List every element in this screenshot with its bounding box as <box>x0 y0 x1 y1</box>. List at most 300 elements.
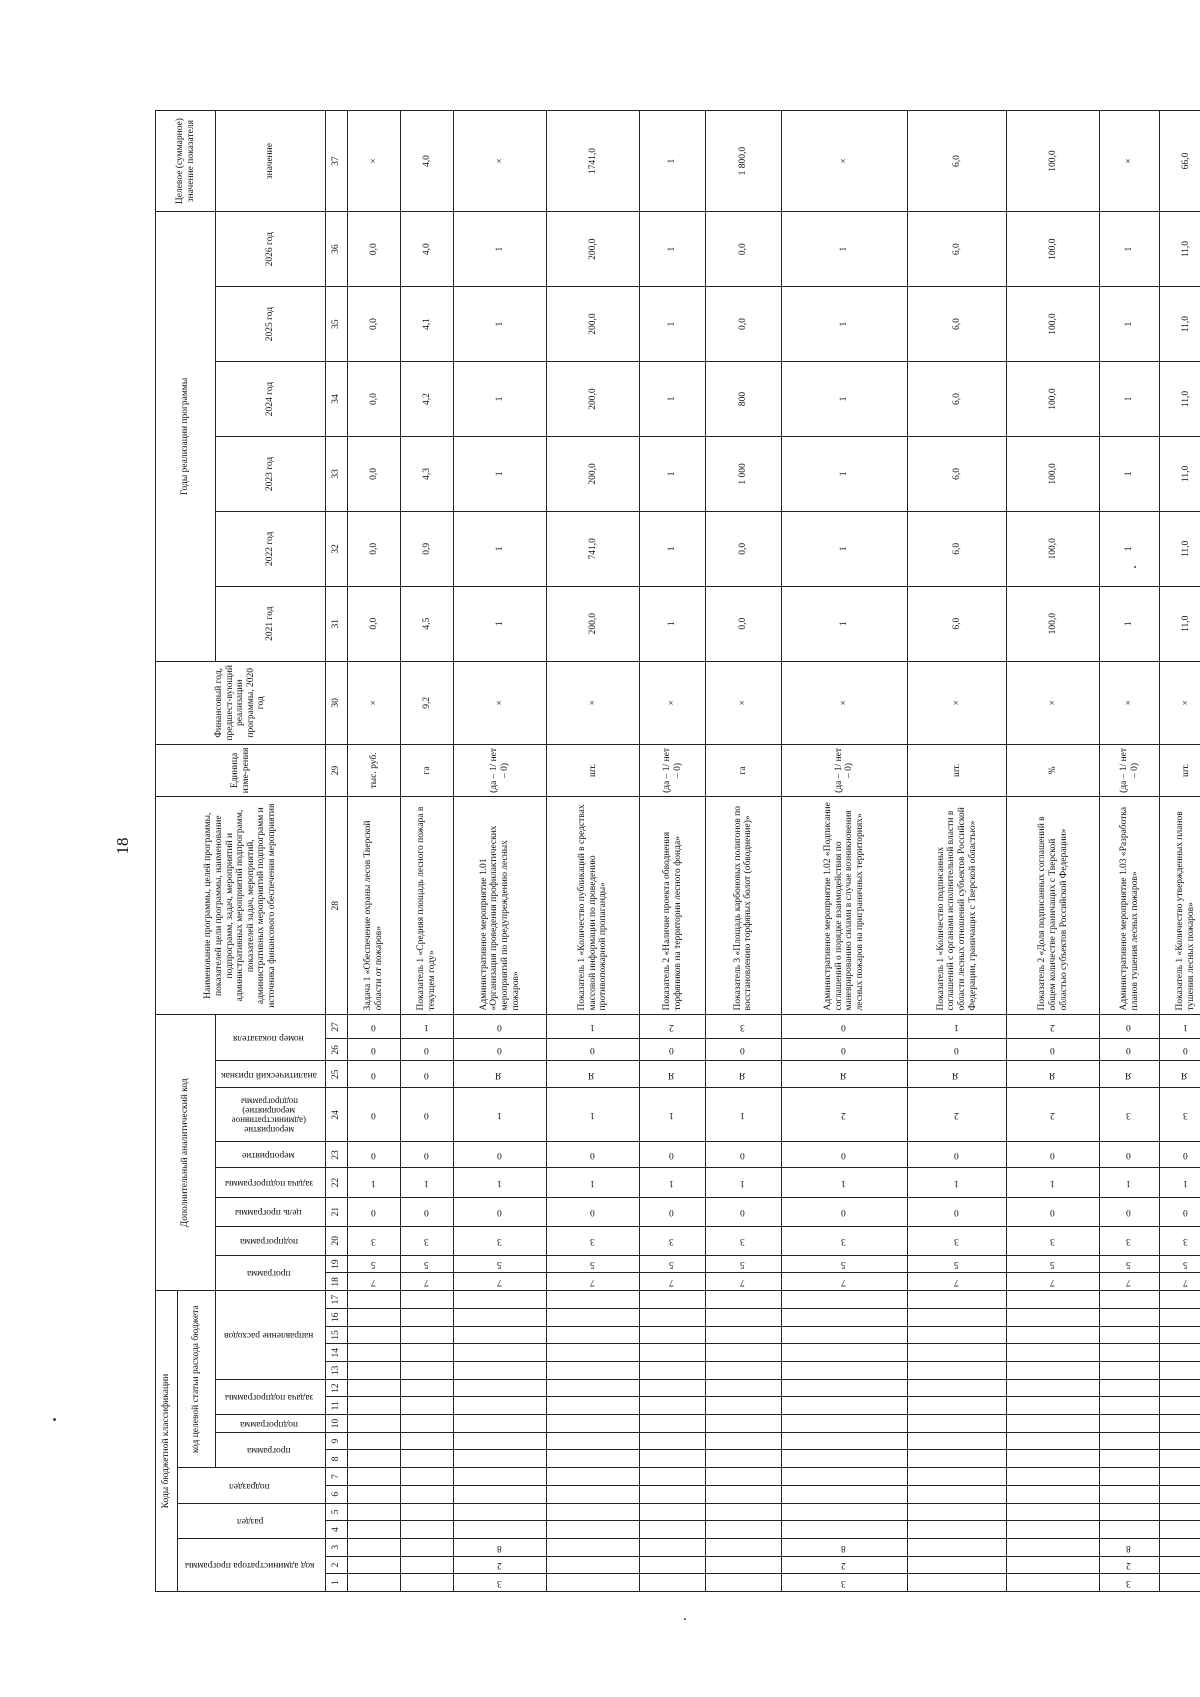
code-c21-value <box>348 1197 401 1226</box>
budget-code-cell <box>348 1344 401 1362</box>
years-group-header: Годы реализации программы <box>156 212 216 662</box>
admin-code-digit <box>454 1574 547 1592</box>
row-target-value: × <box>348 111 401 212</box>
table-row <box>546 111 639 1592</box>
row-year-value: 1 <box>1100 586 1160 661</box>
code-c22-value-text: 1 <box>424 1177 429 1188</box>
row-year-value: 0,0 <box>348 287 401 362</box>
row-fin-year-value: × <box>348 661 401 744</box>
code-c27-value <box>907 1015 1007 1039</box>
code-c24-value-text: 0 <box>424 1110 429 1121</box>
budget-code-cell <box>1159 1468 1200 1486</box>
budget-code-cell <box>907 1362 1007 1380</box>
row-fin-year-value: × <box>1100 661 1160 744</box>
code-c24-value <box>454 1088 547 1142</box>
admin-code-digit <box>454 1538 547 1556</box>
extra-program-digit <box>454 1255 547 1273</box>
row-year-value: 0,0 <box>348 436 401 511</box>
budget-code-cell <box>639 1521 705 1539</box>
code-c22-value-text: 1 <box>1050 1177 1055 1188</box>
fin-year-header: Финансовый год, предшест-вующий реализации программы, 2020 год <box>156 661 326 744</box>
row-target-value: × <box>1100 111 1160 212</box>
analytic-sign-header <box>216 1061 326 1088</box>
budget-code-cell <box>639 1309 705 1327</box>
code-c20-value-text: 3 <box>496 1236 502 1247</box>
budget-code-cell <box>546 1521 639 1539</box>
row-year-value: 1 <box>639 212 705 287</box>
code-c21-value-text: 0 <box>1050 1206 1055 1217</box>
row-year-value: 1 <box>781 586 907 661</box>
budget-code-cell <box>454 1521 547 1539</box>
budget-code-cell <box>1159 1450 1200 1468</box>
admin-code-digit <box>639 1538 705 1556</box>
code-c21-value-text: 0 <box>1126 1206 1132 1217</box>
row-target-value: 100,0 <box>1007 111 1100 212</box>
code-c22-value-text: 1 <box>740 1177 746 1188</box>
code-c26-value <box>907 1039 1007 1061</box>
budget-code-cell <box>706 1503 782 1521</box>
budget-code-cell <box>639 1415 705 1433</box>
row-year-value: 100,0 <box>1007 511 1100 586</box>
scan-speck <box>1134 566 1136 568</box>
code-c24-value-text: 2 <box>954 1110 959 1121</box>
code-c21-value-text: 0 <box>496 1206 502 1217</box>
row-year-value: 4,2 <box>401 362 454 437</box>
budget-code-cell <box>1159 1503 1200 1521</box>
budget-code-cell <box>706 1379 782 1397</box>
row-year-value: 200,0 <box>546 436 639 511</box>
budget-code-cell <box>907 1415 1007 1433</box>
code-c27-value-text: 1 <box>954 1022 959 1033</box>
budget-code-cell <box>706 1485 782 1503</box>
column-number: 25 <box>326 1061 348 1088</box>
row-year-value: 1 <box>1100 511 1160 586</box>
column-number: 16 <box>326 1309 348 1327</box>
code-c26-value <box>1007 1039 1100 1061</box>
budget-code-cell <box>907 1326 1007 1344</box>
budget-code-cell <box>454 1326 547 1344</box>
budget-code-cell <box>348 1291 401 1309</box>
budget-code-cell <box>401 1468 454 1486</box>
code-c23-value <box>639 1142 705 1168</box>
code-c24-value <box>401 1088 454 1142</box>
program-header <box>216 1432 326 1467</box>
code-c20-value <box>454 1226 547 1255</box>
code-c22-value <box>401 1168 454 1197</box>
code-c21-value-text: 0 <box>740 1206 746 1217</box>
code-c25-value-text: 0 <box>424 1069 429 1080</box>
row-year-value: 6,0 <box>907 287 1007 362</box>
row-year-value: 4,5 <box>401 586 454 661</box>
code-c21-value <box>1159 1197 1200 1226</box>
row-year-value: 0,9 <box>401 511 454 586</box>
column-number: 36 <box>326 212 348 287</box>
column-number: 33 <box>326 436 348 511</box>
row-fin-year-value: × <box>781 661 907 744</box>
budget-code-cell <box>546 1379 639 1397</box>
table-body <box>348 111 1200 1592</box>
subprogram-task2-label: задача подпрограммы <box>224 1177 313 1188</box>
row-fin-year-value: × <box>907 661 1007 744</box>
column-number: 30 <box>326 661 348 744</box>
code-c23-value-text: 0 <box>496 1150 502 1161</box>
admin-code-digit-text: 2 <box>841 1560 846 1571</box>
column-number: 37 <box>326 111 348 212</box>
row-unit: га <box>401 744 454 796</box>
row-year-value: 1 <box>639 586 705 661</box>
budget-code-cell <box>1007 1362 1100 1380</box>
extra-program-label: программа <box>246 1268 291 1279</box>
row-unit: тыс. руб. <box>348 744 401 796</box>
code-c22-value <box>639 1168 705 1197</box>
row-year-value: 1 000 <box>706 436 782 511</box>
admin-code-digit <box>454 1556 547 1574</box>
indicator-number-header <box>216 1015 326 1061</box>
subsection-label: подраздел <box>229 1480 271 1491</box>
code-c22-value <box>706 1168 782 1197</box>
budget-code-cell <box>781 1379 907 1397</box>
code-c27-value <box>781 1015 907 1039</box>
section-header <box>178 1503 326 1538</box>
column-number: 9 <box>326 1432 348 1450</box>
code-c20-value <box>1007 1226 1100 1255</box>
budget-code-cell <box>1159 1397 1200 1415</box>
row-year-value: 11,0 <box>1159 362 1200 437</box>
column-number: 2 <box>326 1556 348 1574</box>
code-c21-value-text: 0 <box>424 1206 429 1217</box>
column-number: 22 <box>326 1168 348 1197</box>
code-c20-value-text: 3 <box>841 1236 846 1247</box>
budget-code-cell <box>348 1485 401 1503</box>
row-year-value: 6,0 <box>907 362 1007 437</box>
code-c23-value-text: 0 <box>1126 1150 1132 1161</box>
code-c27-value <box>454 1015 547 1039</box>
budget-code-cell <box>546 1309 639 1327</box>
code-c27-value-text: 2 <box>1050 1022 1055 1033</box>
extra-program-digit <box>401 1273 454 1291</box>
row-year-value: 0,0 <box>706 212 782 287</box>
admin-code-digit <box>348 1538 401 1556</box>
program-goal-header <box>216 1197 326 1226</box>
code-c22-value-text: 1 <box>496 1177 502 1188</box>
page-number: 18 <box>113 837 132 855</box>
column-number: 14 <box>326 1344 348 1362</box>
code-c24-value <box>1100 1088 1160 1142</box>
extra-program-digit-text: 5 <box>841 1259 846 1270</box>
code-c23-value-text: 0 <box>841 1150 846 1161</box>
budget-code-cell <box>639 1291 705 1309</box>
code-c26-value-text: 0 <box>589 1045 595 1056</box>
program-table <box>155 110 1200 1592</box>
row-year-value: 800 <box>706 362 782 437</box>
admin-code-header <box>178 1538 326 1591</box>
year-header-2022: 2022 год <box>216 511 326 586</box>
code-c26-value <box>781 1039 907 1061</box>
budget-code-cell <box>454 1379 547 1397</box>
code-c22-value-text: 1 <box>1182 1177 1188 1188</box>
column-number: 34 <box>326 362 348 437</box>
budget-code-cell <box>706 1468 782 1486</box>
code-c21-value <box>639 1197 705 1226</box>
row-year-value: 0,0 <box>706 287 782 362</box>
budget-code-cell <box>1007 1521 1100 1539</box>
budget-code-cell <box>1007 1397 1100 1415</box>
code-c22-value <box>348 1168 401 1197</box>
code-c23-value <box>706 1142 782 1168</box>
extra-program-digit <box>907 1273 1007 1291</box>
subprogram-task-label: задача подпрограммы <box>224 1392 313 1403</box>
admin-code-digit <box>706 1556 782 1574</box>
row-year-value: 11,0 <box>1159 287 1200 362</box>
code-c24-value <box>781 1088 907 1142</box>
code-c21-value <box>401 1197 454 1226</box>
extra-program-digit <box>706 1273 782 1291</box>
budget-code-cell <box>781 1326 907 1344</box>
code-c26-value <box>706 1039 782 1061</box>
code-c22-value-text: 1 <box>669 1177 675 1188</box>
row-year-value: 1 <box>454 511 547 586</box>
budget-code-cell <box>706 1450 782 1468</box>
code-c25-value-text: Я <box>1181 1069 1188 1080</box>
code-c22-value <box>781 1168 907 1197</box>
admin-code-digit <box>781 1556 907 1574</box>
extra-program-digit <box>1159 1255 1200 1273</box>
code-c22-value-text: 1 <box>370 1177 376 1188</box>
budget-code-cell <box>454 1415 547 1433</box>
code-c20-value <box>401 1226 454 1255</box>
code-c27-value-text: 0 <box>1126 1022 1132 1033</box>
measure-label: мероприятие <box>242 1150 295 1161</box>
year-header-2023: 2023 год <box>216 436 326 511</box>
row-fin-year-value: × <box>454 661 547 744</box>
target-article-header: код целевой статьи расхода бюджета <box>178 1291 216 1468</box>
extra-program-digit <box>546 1273 639 1291</box>
code-c21-value-text: 0 <box>1182 1206 1188 1217</box>
budget-code-cell <box>1007 1291 1100 1309</box>
budget-code-cell <box>1100 1432 1160 1450</box>
admin-code-digit-text: 8 <box>496 1542 502 1553</box>
row-year-value: 1 <box>781 436 907 511</box>
budget-code-cell <box>546 1415 639 1433</box>
code-c25-value-text: Я <box>738 1069 746 1080</box>
budget-code-cell <box>639 1344 705 1362</box>
budget-code-cell <box>781 1397 907 1415</box>
code-c27-value <box>546 1015 639 1039</box>
code-c21-value-text: 0 <box>954 1206 959 1217</box>
row-name: Показатель 1 «Количество подписанных соглашений с органами исполнительной власти в области лесных отношений субъектов Российской Федерации, граничащих с Тверской областью» <box>907 796 1007 1015</box>
admin-code-digit <box>706 1574 782 1592</box>
budget-code-cell <box>706 1362 782 1380</box>
admin-code-digit <box>1007 1556 1100 1574</box>
scan-speck <box>684 1618 686 1620</box>
budget-code-cell <box>1007 1432 1100 1450</box>
code-c20-value <box>1100 1226 1160 1255</box>
table-row <box>1159 111 1200 1592</box>
code-c23-value <box>1007 1142 1100 1168</box>
extra-program-digit <box>546 1255 639 1273</box>
code-c25-value <box>454 1061 547 1088</box>
admin-code-digit <box>401 1556 454 1574</box>
budget-code-cell <box>348 1362 401 1380</box>
row-fin-year-value: × <box>1159 661 1200 744</box>
admin-code-digit-text: 2 <box>1126 1560 1132 1571</box>
admin-code-digit <box>1100 1538 1160 1556</box>
budget-code-cell <box>907 1397 1007 1415</box>
admin-code-digit-text: 8 <box>841 1542 846 1553</box>
year-header-2025: 2025 год <box>216 287 326 362</box>
budget-code-cell <box>401 1432 454 1450</box>
code-c22-value <box>1007 1168 1100 1197</box>
row-year-value: 4,1 <box>401 287 454 362</box>
code-c27-value <box>1100 1015 1160 1039</box>
budget-code-cell <box>1159 1415 1200 1433</box>
column-number: 24 <box>326 1088 348 1142</box>
budget-code-cell <box>1159 1379 1200 1397</box>
budget-code-cell <box>1159 1521 1200 1539</box>
code-c27-value <box>639 1015 705 1039</box>
code-c20-value-text: 3 <box>370 1236 376 1247</box>
code-c23-value-text: 0 <box>1182 1150 1188 1161</box>
code-c20-value-text: 3 <box>589 1236 595 1247</box>
admin-code-digit-text: 3 <box>1126 1577 1132 1588</box>
section-label: раздел <box>236 1516 263 1527</box>
code-c24-value-text: 3 <box>1126 1110 1132 1121</box>
budget-code-cell <box>1159 1309 1200 1327</box>
row-year-value: 6,0 <box>907 586 1007 661</box>
column-number: 3 <box>326 1538 348 1556</box>
admin-code-digit <box>401 1574 454 1592</box>
budget-code-cell <box>1100 1397 1160 1415</box>
budget-code-cell <box>454 1503 547 1521</box>
column-number: 12 <box>326 1379 348 1397</box>
budget-code-cell <box>907 1450 1007 1468</box>
budget-code-cell <box>781 1485 907 1503</box>
row-year-value: 1 <box>639 362 705 437</box>
code-c25-value <box>1100 1061 1160 1088</box>
row-year-value: 0,0 <box>348 362 401 437</box>
code-c27-value-text: 2 <box>669 1022 675 1033</box>
row-year-value: 100,0 <box>1007 287 1100 362</box>
budget-code-cell <box>546 1503 639 1521</box>
code-c27-value-text: 0 <box>841 1022 846 1033</box>
budget-code-cell <box>1159 1326 1200 1344</box>
extra-program-digit <box>1159 1273 1200 1291</box>
table-row <box>781 111 907 1592</box>
code-c27-value-text: 1 <box>589 1022 595 1033</box>
code-c26-value <box>401 1039 454 1061</box>
table-row <box>706 111 782 1592</box>
row-year-value: 0,0 <box>348 586 401 661</box>
extra-subprogram-header <box>216 1226 326 1255</box>
budget-code-cell <box>401 1521 454 1539</box>
column-number: 15 <box>326 1326 348 1344</box>
program-goal-label: цель программы <box>235 1206 302 1217</box>
column-number: 19 <box>326 1255 348 1273</box>
extra-program-digit-text: 5 <box>1126 1259 1132 1270</box>
row-year-value: 1 <box>639 436 705 511</box>
code-c26-value-text: 0 <box>1182 1045 1188 1056</box>
code-c26-value-text: 0 <box>954 1045 959 1056</box>
budget-code-cell <box>454 1485 547 1503</box>
budget-code-cell <box>1007 1309 1100 1327</box>
extra-program-digit <box>781 1273 907 1291</box>
budget-code-cell <box>348 1503 401 1521</box>
budget-code-cell <box>639 1379 705 1397</box>
code-c22-value <box>907 1168 1007 1197</box>
code-c25-value-text: Я <box>952 1069 959 1080</box>
code-c25-value <box>348 1061 401 1088</box>
admin-code-digit <box>907 1556 1007 1574</box>
extra-program-digit <box>454 1273 547 1291</box>
budget-code-cell <box>546 1468 639 1486</box>
code-c20-value <box>546 1226 639 1255</box>
column-number: 31 <box>326 586 348 661</box>
code-c25-value-text: Я <box>495 1069 502 1080</box>
admin-code-digit <box>546 1556 639 1574</box>
row-year-value: 4,3 <box>401 436 454 511</box>
budget-code-cell <box>1100 1291 1160 1309</box>
admin-code-digit <box>639 1556 705 1574</box>
budget-codes-header: Коды бюджетной классификации <box>156 1291 178 1592</box>
code-c26-value <box>348 1039 401 1061</box>
code-c22-value-text: 1 <box>1126 1177 1132 1188</box>
budget-code-cell <box>348 1432 401 1450</box>
budget-code-cell <box>639 1468 705 1486</box>
budget-code-cell <box>781 1503 907 1521</box>
row-year-value: 0,0 <box>706 511 782 586</box>
row-year-value: 1 <box>454 436 547 511</box>
extra-program-digit-text: 7 <box>669 1277 675 1288</box>
code-c23-value <box>348 1142 401 1168</box>
row-unit: (да – 1/ нет – 0) <box>1100 744 1160 796</box>
code-c24-value <box>706 1088 782 1142</box>
budget-code-cell <box>1100 1309 1160 1327</box>
budget-code-cell <box>546 1344 639 1362</box>
row-year-value: 11,0 <box>1159 436 1200 511</box>
row-year-value: 1 <box>1100 287 1160 362</box>
admin-code-label: код администратора программы <box>185 1560 315 1571</box>
extra-program-digit-text: 7 <box>1182 1277 1188 1288</box>
row-name: Показатель 2 «Наличие проекта обводнения торфяников на территории лесного фонда» <box>639 796 705 1015</box>
admin-code-digit-text: 3 <box>496 1577 502 1588</box>
admin-code-digit <box>1159 1556 1200 1574</box>
row-year-value: 11,0 <box>1159 511 1200 586</box>
code-c26-value-text: 0 <box>370 1045 376 1056</box>
row-fin-year-value: × <box>1007 661 1100 744</box>
measure-admin-label: мероприятие (административное мероприятие) подпрограммы <box>232 1096 307 1135</box>
code-c24-value <box>1007 1088 1100 1142</box>
budget-code-cell <box>907 1503 1007 1521</box>
extra-subprogram-label: подпрограмма <box>239 1236 298 1247</box>
budget-code-cell <box>1007 1415 1100 1433</box>
code-c20-value <box>639 1226 705 1255</box>
code-c24-value <box>907 1088 1007 1142</box>
budget-code-cell <box>639 1485 705 1503</box>
extra-program-digit <box>348 1273 401 1291</box>
admin-code-digit <box>1007 1574 1100 1592</box>
budget-code-cell <box>1100 1415 1160 1433</box>
budget-code-cell <box>348 1468 401 1486</box>
row-target-value: 66,0 <box>1159 111 1200 212</box>
column-number: 4 <box>326 1521 348 1539</box>
row-name: Показатель 1 «Средняя площадь лесного пожара в текущем году» <box>401 796 454 1015</box>
row-name: Показатель 3 «Площадь карбоновых полигонов по восстановлению торфяных болот (обводнение)» <box>706 796 782 1015</box>
subprogram-task2-header <box>216 1168 326 1197</box>
budget-code-cell <box>401 1309 454 1327</box>
row-fin-year-value: × <box>639 661 705 744</box>
code-c26-value <box>1159 1039 1200 1061</box>
year-header-2026: 2026 год <box>216 212 326 287</box>
